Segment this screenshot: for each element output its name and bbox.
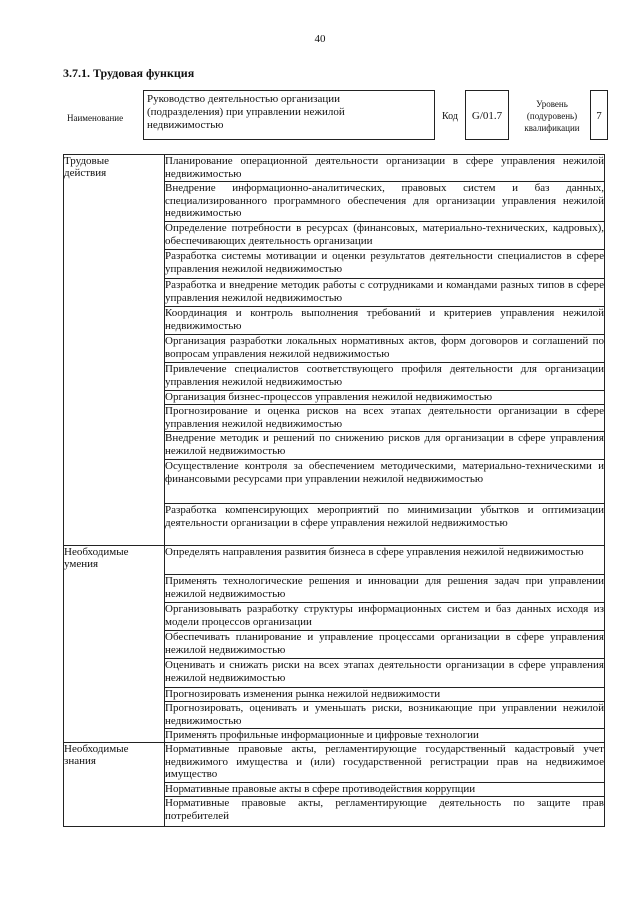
category-cell [64,743,165,827]
code-value: G/01.7 [471,110,503,122]
row-text: Определять направления развития бизнеса в сфере управления нежилой недвижимостью [165,546,605,575]
row-text: Прогнозировать, оценивать и уменьшать риски, возникающие при управлении нежилой недвижимостью [165,702,604,727]
row-text: Организация разработки локальных нормативных актов, форм договоров и соглашений по вопросам управления нежилой недвижимостью [165,335,605,363]
row-text: Разработка компенсирующих мероприятий по минимизации убытков и оптимизации деятельности организации в сфере управления нежилой недвижимостью [165,504,605,546]
row-text: Применять профильные информационные и цифровые технологии [165,729,605,743]
name-value-line: недвижимостью [147,119,224,131]
row-text: Нормативные правовые акты, регламентирующие государственный кадастровый учет недвижимого имущества и (или) государственной регистрации прав на недвижимое имущество [165,743,605,783]
row-text: Определение потребности в ресурсах (финансовых, материально-технических, кадровых), обеспечивающих деятельность организации [165,222,605,250]
row-text: Разработка системы мотивации и оценки результатов деятельности специалистов в сфере управления нежилой недвижимостью [165,250,605,279]
row-text: Обеспечивать планирование и управление процессами организации в сфере управления нежилой недвижимостью [165,631,605,659]
row-text: Планирование операционной деятельности организации в сфере управления нежилой недвижимостью [165,155,604,180]
name-value-line: (подразделения) при управлении нежилой [147,106,345,118]
row-text: Разработка и внедрение методик работы с сотрудниками и командами разных типов в сфере управления нежилой недвижимостью [165,279,605,307]
function-header [63,90,608,142]
row-text: Внедрение методик и решений по снижению рисков для организации в сфере управления нежилой недвижимостью [165,432,605,460]
name-value-line: Руководство деятельностью организации [147,93,340,105]
row-text: Нормативные правовые акты в сфере противодействия коррупции [165,783,605,797]
level-value-box [590,90,608,140]
table-row [64,546,605,575]
category-label-line: умения [64,558,99,570]
page-number: 40 [314,33,326,45]
level-label-line: Уровень [536,99,568,109]
category-cell [64,546,165,743]
work-function-table [63,154,605,827]
category-label-line: Трудовые [64,155,110,167]
level-value: 7 [596,110,602,122]
category-label-line: действия [64,167,107,179]
row-text: Осуществление контроля за обеспечением методическими, материально-техническими и финансовыми ресурсами при управлении нежилой недвижимостью [165,460,605,504]
category-label-line: Необходимые [64,546,129,558]
row-text: Нормативные правовые акты, регламентирующие деятельность по защите прав потребителей [165,797,605,827]
level-label [515,98,589,134]
category-cell [64,155,165,546]
level-label-line: (подуровень) [526,111,578,121]
row-text: Координация и контроль выполнения требований и критериев управления нежилой недвижимостью [165,307,605,335]
row-text: Оценивать и снижать риски на всех этапах деятельности организации в сфере управления нежилой недвижимостью [165,659,605,688]
row-text: Организация бизнес-процессов управления нежилой недвижимостью [165,391,605,405]
name-label: Наименование [67,113,124,123]
row-text: Внедрение информационно-аналитических, правовых систем и баз данных, специализированного программного обеспечения для организации управления нежилой недвижимостью [165,182,605,222]
table-row [64,743,605,783]
code-label: Код [442,111,458,122]
name-value-box [143,90,435,140]
section-title: 3.7.1. Трудовая функция [63,66,195,80]
category-label-line: Необходимые [64,743,129,755]
row-text: Применять технологические решения и инновации для решения задач при управлении нежилой недвижимостью [165,575,605,603]
table-row [64,155,605,182]
category-label-line: знания [64,755,96,767]
row-text: Привлечение специалистов соответствующего профиля деятельности для организации управления нежилой недвижимостью [165,363,605,391]
level-label-line: квалификации [524,123,580,133]
row-text: Организовывать разработку структуры информационных систем и баз данных исходя из модели процессов организации [165,603,605,631]
row-text: Прогнозирование и оценка рисков на всех этапах деятельности организации в сфере управления нежилой недвижимостью [165,405,604,430]
row-text: Прогнозировать изменения рынка нежилой недвижимости [165,688,605,702]
code-value-box [465,90,509,140]
